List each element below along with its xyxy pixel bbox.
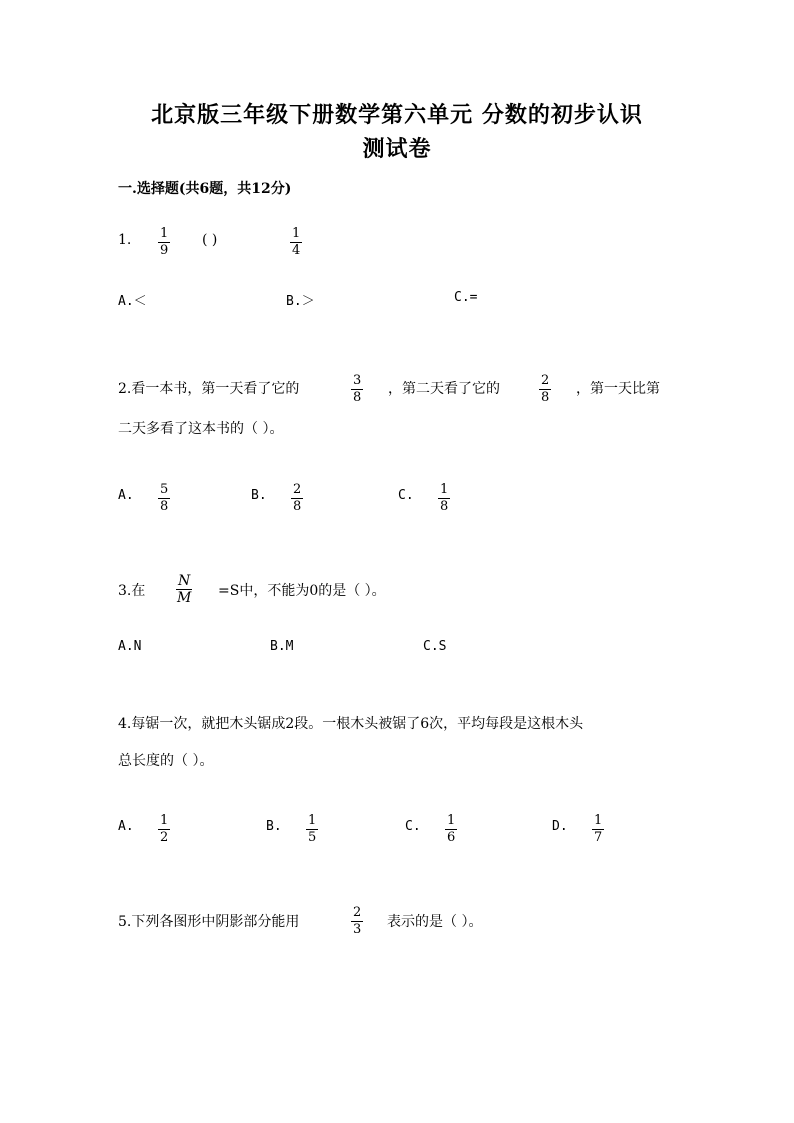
denominator: 8 xyxy=(440,499,449,514)
option-a: A.N xyxy=(118,639,142,654)
option-c-label: C. xyxy=(405,819,421,834)
numerator: 1 xyxy=(292,226,301,241)
option-b-label: B. xyxy=(251,488,267,503)
fraction xyxy=(290,227,302,258)
option-a-label: A. xyxy=(118,488,134,503)
option-b-fraction xyxy=(291,483,303,514)
option-b: B.＞ xyxy=(286,294,315,309)
denominator: 7 xyxy=(594,830,603,845)
numerator: 1 xyxy=(160,226,169,241)
denominator: 5 xyxy=(308,830,317,845)
option-a: A.＜ xyxy=(118,294,147,309)
numerator: 2 xyxy=(541,373,550,388)
option-a-fraction xyxy=(158,483,170,514)
numerator: 1 xyxy=(308,813,317,828)
numerator: 2 xyxy=(293,482,302,497)
question-text: ，第一天比第 xyxy=(576,381,660,397)
numerator: 1 xyxy=(447,813,456,828)
question-text: 二天多看了这本书的（ ）。 xyxy=(118,421,284,437)
fraction xyxy=(158,227,170,258)
answer-blank: ( ) xyxy=(202,232,218,248)
question-text: 4.每锯一次，就把木头锯成2段。一根木头被锯了6次，平均每段是这根木头 xyxy=(118,716,584,732)
option-c-fraction xyxy=(445,814,457,845)
option-c: C.S xyxy=(423,639,447,654)
option-b-fraction xyxy=(306,814,318,845)
question-text: 总长度的（ ）。 xyxy=(118,753,214,769)
denominator: 6 xyxy=(447,830,456,845)
fraction xyxy=(351,374,363,405)
question-text: 5.下列各图形中阴影部分能用 xyxy=(118,914,300,930)
page-title: 北京版三年级下册数学第六单元 分数的初步认识 xyxy=(151,102,643,128)
question-number: 1. xyxy=(118,232,132,248)
question-text: ，第二天看了它的 xyxy=(388,381,500,397)
fraction xyxy=(351,906,363,937)
numerator: 2 xyxy=(353,905,362,920)
option-a-fraction xyxy=(158,814,170,845)
numerator: 1 xyxy=(160,813,169,828)
numerator: 1 xyxy=(594,813,603,828)
option-c: C.= xyxy=(454,290,478,305)
option-d-label: D. xyxy=(552,819,568,834)
denominator: 8 xyxy=(293,499,302,514)
denominator: 4 xyxy=(292,243,301,258)
page-title-line2: 测试卷 xyxy=(362,136,432,162)
denominator: 2 xyxy=(160,830,169,845)
question-text: =S中，不能为0的是（ ）。 xyxy=(218,583,386,599)
option-b: B.M xyxy=(270,639,294,654)
fraction xyxy=(539,374,551,405)
option-c-label: C. xyxy=(398,488,414,503)
denominator: M xyxy=(176,590,192,606)
denominator: 3 xyxy=(353,922,362,937)
fraction xyxy=(176,574,192,605)
denominator: 9 xyxy=(160,243,169,258)
option-b-label: B. xyxy=(266,819,282,834)
question-text: 表示的是（ ）。 xyxy=(387,914,483,930)
numerator: 5 xyxy=(160,482,169,497)
option-a-label: A. xyxy=(118,819,134,834)
numerator: 1 xyxy=(440,482,449,497)
section-heading: 一.选择题(共6题，共12分) xyxy=(118,181,292,197)
denominator: 8 xyxy=(160,499,169,514)
numerator: 3 xyxy=(353,373,362,388)
question-text: 2.看一本书，第一天看了它的 xyxy=(118,381,300,397)
numerator: N xyxy=(178,573,191,589)
option-d-fraction xyxy=(592,814,604,845)
denominator: 8 xyxy=(353,390,362,405)
denominator: 8 xyxy=(541,390,550,405)
option-c-fraction xyxy=(438,483,450,514)
question-text: 3.在 xyxy=(118,583,146,599)
